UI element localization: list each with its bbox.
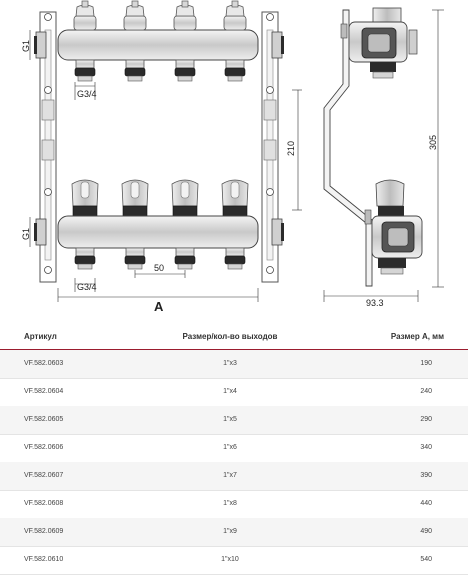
table-row xyxy=(0,378,468,407)
cell-article: VF.582.0608 xyxy=(24,500,64,507)
cell-size: 1"x10 xyxy=(221,556,239,563)
cell-size-a: 490 xyxy=(420,528,432,535)
front-view xyxy=(21,1,302,314)
header-article: Артикул xyxy=(24,332,57,341)
lower-header xyxy=(34,180,284,269)
cell-size-a: 190 xyxy=(420,360,432,367)
cell-article: VF.582.0609 xyxy=(24,528,64,535)
cell-article: VF.582.0610 xyxy=(24,556,64,563)
upper-header xyxy=(34,1,284,81)
table-row xyxy=(0,434,468,463)
table-row xyxy=(0,490,468,519)
cell-size: 1"x6 xyxy=(223,444,237,451)
cell-size-a: 390 xyxy=(420,472,432,479)
cell-size: 1"x4 xyxy=(223,388,237,395)
cell-article: VF.582.0604 xyxy=(24,388,64,395)
table-row xyxy=(0,546,468,575)
dimension-lines xyxy=(30,30,302,302)
cell-size: 1"x7 xyxy=(223,472,237,479)
table-row xyxy=(0,462,468,491)
table-row xyxy=(0,406,468,435)
cell-article: VF.582.0606 xyxy=(24,444,64,451)
header-size-a: Размер А, мм xyxy=(390,332,444,341)
table-header xyxy=(0,325,468,350)
cell-article: VF.582.0607 xyxy=(24,472,64,479)
thread-label-g34-lower: G3/4 xyxy=(77,282,97,292)
dim-label-305: 305 xyxy=(428,134,438,150)
cell-size: 1"x8 xyxy=(223,500,237,507)
table-row xyxy=(0,350,468,379)
side-lower-assembly xyxy=(372,180,422,274)
header-size-outputs: Размер/кол-во выходов xyxy=(182,332,278,341)
cell-size-a: 540 xyxy=(420,556,432,563)
cell-size-a: 290 xyxy=(420,416,432,423)
thread-label-g34-upper: G3/4 xyxy=(77,89,97,99)
spec-table xyxy=(0,325,468,563)
dim-label-50: 50 xyxy=(154,263,165,273)
cell-size: 1"x3 xyxy=(223,360,237,367)
dim-label-93-3: 93.3 xyxy=(366,298,384,308)
cell-size-a: 340 xyxy=(420,444,432,451)
dim-label-a: A xyxy=(154,299,164,314)
table-row xyxy=(0,518,468,547)
thread-label-g1-upper: G1 xyxy=(21,39,31,52)
side-upper-assembly xyxy=(349,8,417,78)
cell-article: VF.582.0603 xyxy=(24,360,64,367)
thread-label-g1-lower: G1 xyxy=(21,227,31,240)
cell-size-a: 240 xyxy=(420,388,432,395)
side-view xyxy=(324,8,444,308)
cell-size: 1"x9 xyxy=(223,528,237,535)
dim-label-210: 210 xyxy=(286,140,296,156)
cell-article: VF.582.0605 xyxy=(24,416,64,423)
cell-size: 1"x5 xyxy=(223,416,237,423)
cell-size-a: 440 xyxy=(420,500,432,507)
